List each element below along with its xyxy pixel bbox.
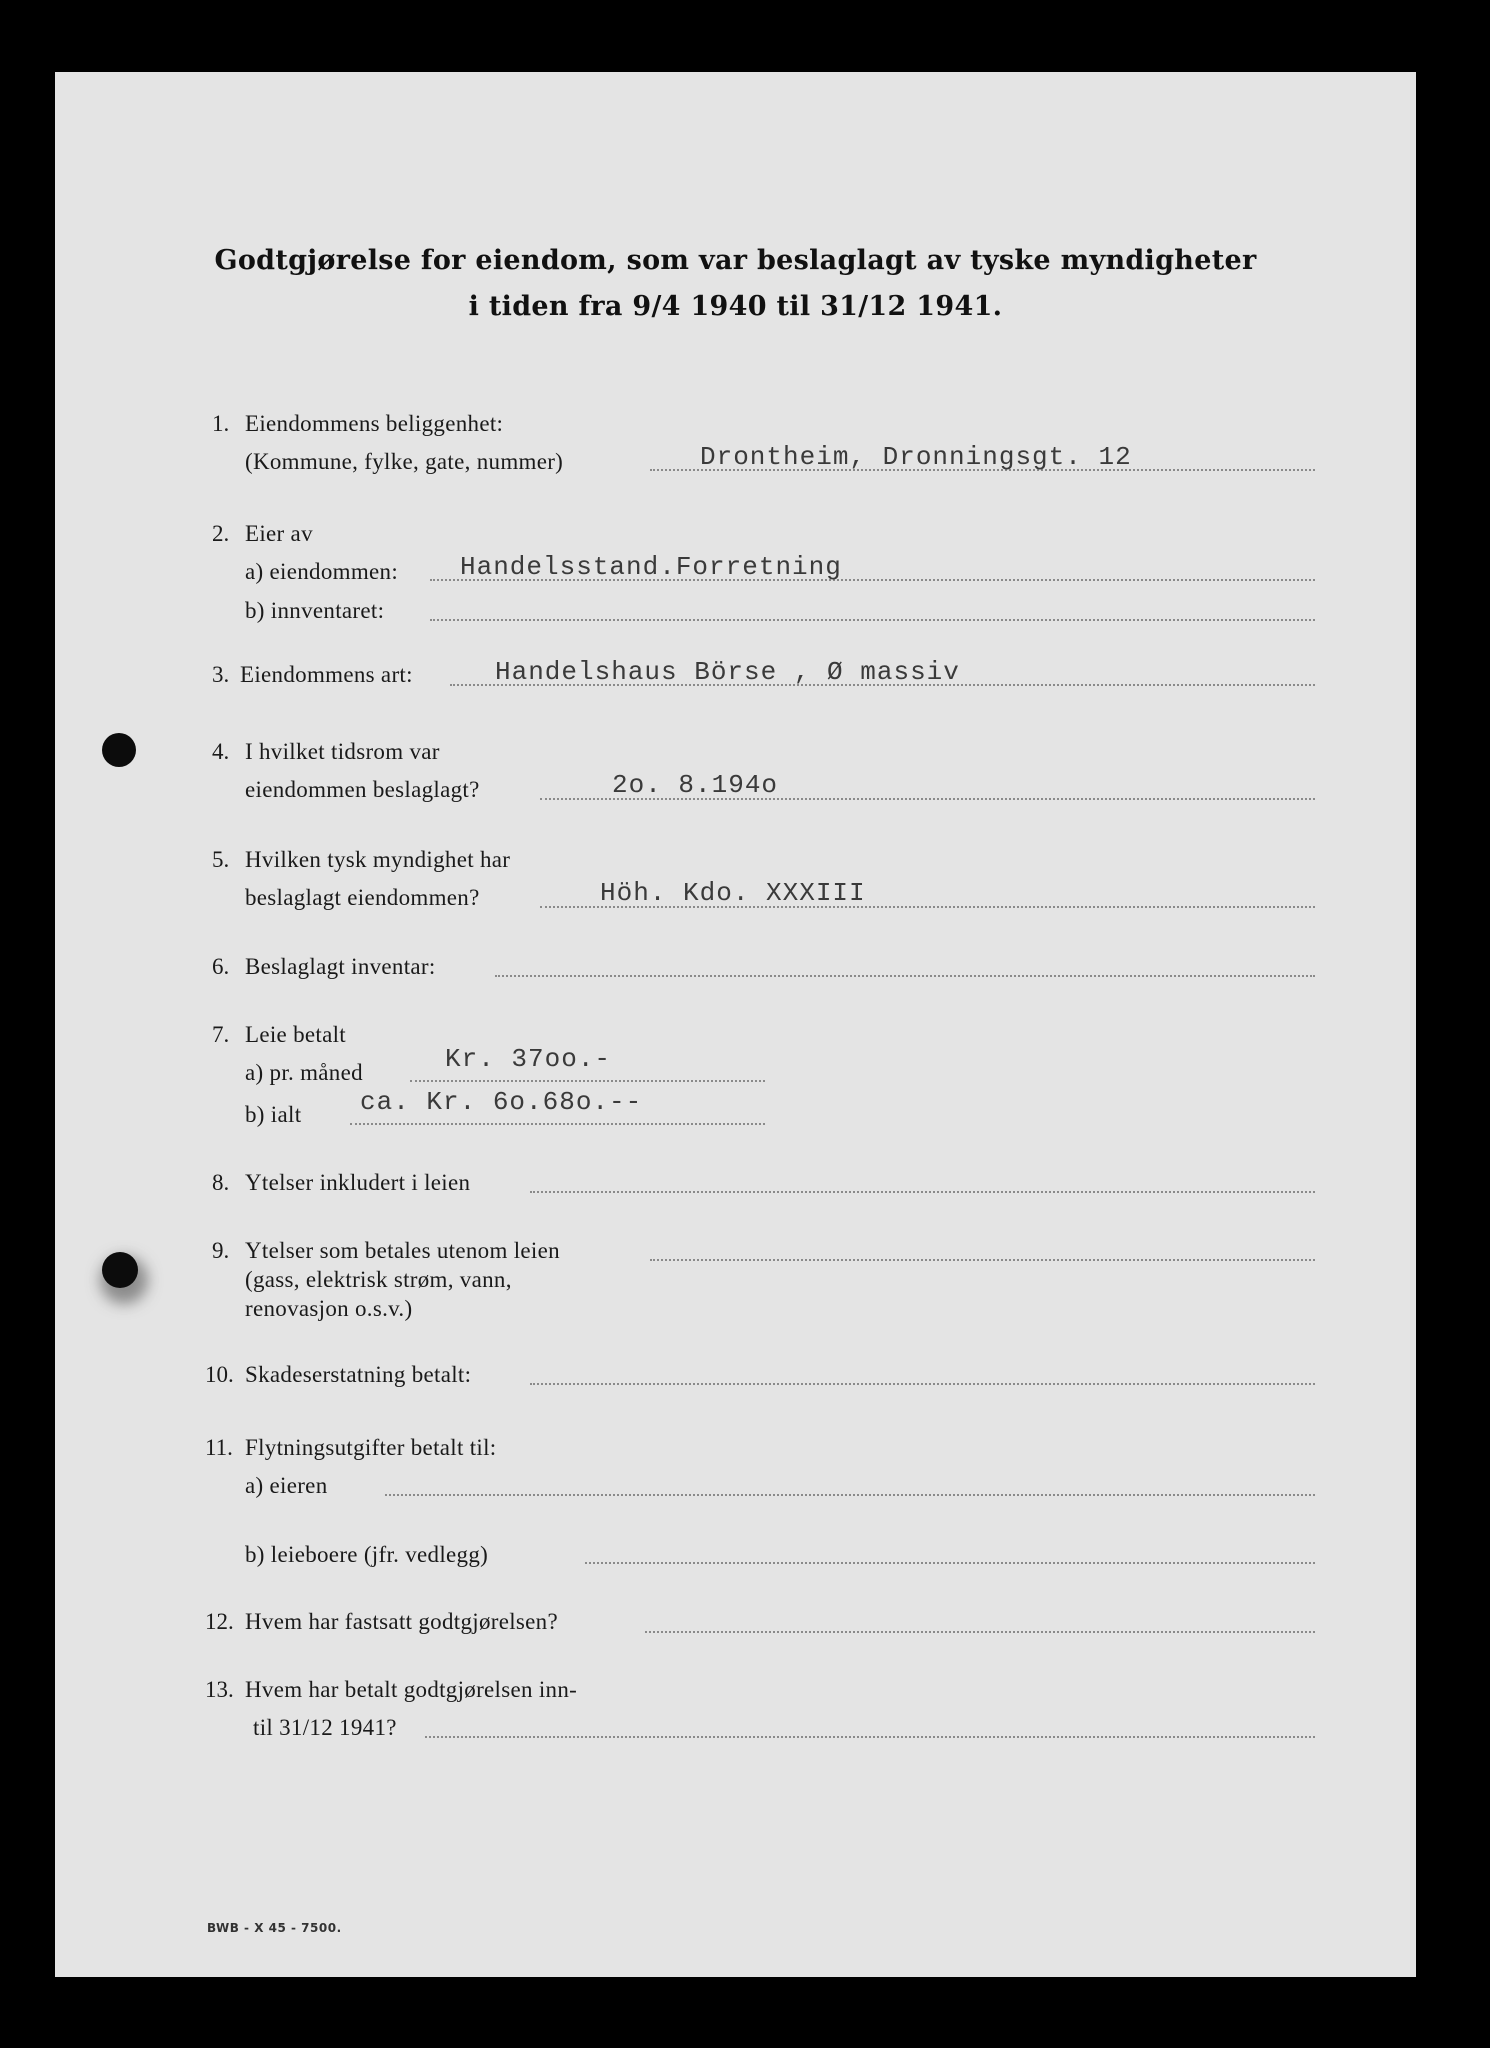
item-8-label: Ytelser inkludert i leien [245, 1170, 471, 1195]
item-5-label: Hvilken tysk myndighet har [245, 847, 511, 872]
item-4-label: I hvilket tidsrom var [245, 739, 440, 764]
item-9-sublabel-2: renovasjon o.s.v.) [245, 1296, 413, 1321]
item-10-number: 10. [205, 1362, 234, 1387]
item-10-answer-line [530, 1383, 1315, 1385]
item-7b-answer-line [350, 1123, 765, 1125]
punch-hole-lower [102, 1252, 138, 1288]
item-1-answer: Drontheim, Dronningsgt. 12 [700, 442, 1132, 472]
item-4-number: 4. [212, 739, 230, 764]
item-4-answer: 2o. 8.194o [612, 770, 779, 800]
item-12-answer-line [645, 1631, 1315, 1633]
item-1-label: Eiendommens beliggenhet: [245, 411, 504, 436]
item-9-answer-line [650, 1259, 1315, 1261]
item-12-label: Hvem har fastsatt godtgjørelsen? [245, 1609, 558, 1634]
item-7a-label: a) pr. måned [245, 1060, 363, 1085]
item-5-answer: Höh. Kdo. XXXIII [600, 878, 866, 908]
print-code: BWB - X 45 - 7500. [207, 1921, 342, 1935]
item-9-label: Ytelser som betales utenom leien [245, 1238, 560, 1263]
item-7-number: 7. [212, 1022, 230, 1047]
item-3-number: 3. [212, 662, 230, 687]
item-5-number: 5. [212, 847, 230, 872]
item-8-answer-line [530, 1191, 1315, 1193]
item-10-label: Skadeserstatning betalt: [245, 1362, 472, 1387]
item-8-number: 8. [212, 1170, 230, 1195]
item-4-sublabel: eiendommen beslaglagt? [245, 777, 480, 802]
item-5-sublabel: beslaglagt eiendommen? [245, 885, 480, 910]
item-7-label: Leie betalt [245, 1022, 346, 1047]
item-1-sublabel: (Kommune, fylke, gate, nummer) [245, 449, 564, 474]
form-title-line1: Godtgjørelse for eiendom, som var beslaglagt av tyske myndigheter [214, 245, 1257, 276]
item-13-label: Hvem har betalt godtgjørelsen inn- [245, 1677, 578, 1702]
item-13-number: 13. [205, 1677, 234, 1702]
item-13-answer-line [425, 1736, 1315, 1738]
item-11b-answer-line [585, 1562, 1315, 1564]
item-7a-answer: Kr. 37oo.- [445, 1044, 612, 1074]
item-7b-answer: ca. Kr. 6o.68o.-- [360, 1087, 643, 1117]
item-2-label: Eier av [245, 521, 313, 546]
item-3-label: Eiendommens art: [240, 662, 413, 687]
item-11b-label: b) leieboere (jfr. vedlegg) [245, 1542, 489, 1567]
item-9-number: 9. [212, 1238, 230, 1263]
form-page [55, 72, 1416, 1977]
item-2b-label: b) innventaret: [245, 598, 385, 623]
item-7b-label: b) ialt [245, 1102, 302, 1127]
item-1-number: 1. [212, 411, 230, 436]
item-11-label: Flytningsutgifter betalt til: [245, 1435, 497, 1460]
item-7a-answer-line [410, 1080, 765, 1082]
item-2-number: 2. [212, 521, 230, 546]
item-6-label: Beslaglagt inventar: [245, 954, 436, 979]
item-13-sublabel: til 31/12 1941? [253, 1715, 397, 1740]
item-6-number: 6. [212, 954, 230, 979]
item-2a-label: a) eiendommen: [245, 559, 399, 584]
form-title-line2: i tiden fra 9/4 1940 til 31/12 1941. [468, 291, 1003, 322]
item-11a-label: a) eieren [245, 1473, 328, 1498]
item-2b-answer-line [430, 619, 1315, 621]
item-2a-answer: Handelsstand.Forretning [460, 552, 842, 582]
item-3-answer: Handelshaus Börse , Ø massiv [495, 657, 960, 687]
item-11-number: 11. [205, 1435, 233, 1460]
item-6-answer-line [495, 975, 1315, 977]
item-11a-answer-line [385, 1494, 1315, 1496]
item-9-sublabel-1: (gass, elektrisk strøm, vann, [245, 1267, 512, 1292]
punch-hole-upper [102, 733, 136, 767]
item-12-number: 12. [205, 1609, 234, 1634]
